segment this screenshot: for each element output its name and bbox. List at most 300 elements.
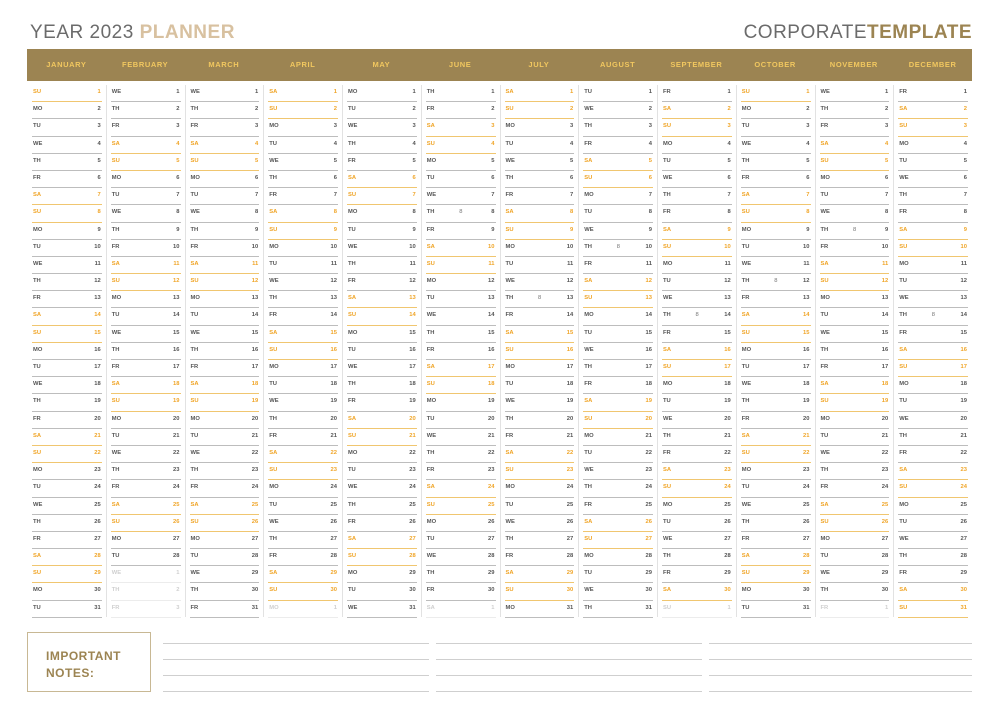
day-row[interactable] (268, 480, 338, 497)
day-row[interactable] (347, 498, 417, 515)
day-row[interactable] (347, 377, 417, 394)
day-row[interactable] (268, 394, 338, 411)
day-row[interactable] (268, 223, 338, 240)
day-row[interactable] (820, 412, 890, 429)
day-row[interactable] (268, 274, 338, 291)
day-row[interactable] (347, 480, 417, 497)
day-row[interactable] (741, 394, 811, 411)
day-row[interactable] (583, 377, 653, 394)
day-row[interactable] (820, 274, 890, 291)
day-row[interactable] (268, 566, 338, 583)
day-row[interactable] (662, 394, 732, 411)
day-row[interactable] (111, 85, 181, 102)
day-row[interactable] (347, 326, 417, 343)
day-row[interactable] (426, 205, 496, 222)
day-row[interactable] (662, 601, 732, 618)
day-row[interactable] (820, 154, 890, 171)
day-row[interactable] (898, 412, 968, 429)
day-row[interactable] (898, 394, 968, 411)
day-row[interactable] (268, 446, 338, 463)
day-row[interactable] (820, 85, 890, 102)
day-row[interactable] (32, 446, 102, 463)
note-line[interactable] (436, 643, 702, 644)
day-row[interactable] (190, 274, 260, 291)
day-row[interactable] (741, 102, 811, 119)
day-row[interactable] (662, 188, 732, 205)
day-row[interactable] (898, 171, 968, 188)
day-row[interactable] (426, 274, 496, 291)
day-row[interactable] (426, 446, 496, 463)
day-row[interactable] (820, 377, 890, 394)
day-row[interactable] (741, 291, 811, 308)
day-row[interactable] (898, 274, 968, 291)
note-line[interactable] (163, 659, 429, 660)
day-row[interactable] (32, 429, 102, 446)
day-row[interactable] (111, 171, 181, 188)
day-row[interactable] (741, 274, 811, 291)
day-row[interactable] (268, 257, 338, 274)
day-row[interactable] (268, 360, 338, 377)
day-row[interactable] (111, 463, 181, 480)
day-row[interactable] (268, 498, 338, 515)
day-row[interactable] (426, 429, 496, 446)
day-row[interactable] (190, 343, 260, 360)
day-row[interactable] (583, 360, 653, 377)
day-row[interactable] (426, 308, 496, 325)
day-row[interactable] (505, 480, 575, 497)
day-row[interactable] (505, 291, 575, 308)
day-row[interactable] (426, 257, 496, 274)
day-row[interactable] (741, 515, 811, 532)
day-row[interactable] (820, 205, 890, 222)
day-row[interactable] (111, 326, 181, 343)
day-row[interactable] (347, 154, 417, 171)
day-row[interactable] (898, 429, 968, 446)
day-row[interactable] (347, 257, 417, 274)
day-row[interactable] (898, 498, 968, 515)
day-row[interactable] (820, 188, 890, 205)
day-row[interactable] (898, 532, 968, 549)
day-row[interactable] (190, 205, 260, 222)
day-row[interactable] (426, 343, 496, 360)
day-row[interactable] (583, 274, 653, 291)
day-row[interactable] (583, 291, 653, 308)
day-row[interactable] (741, 154, 811, 171)
day-row[interactable] (505, 498, 575, 515)
day-row[interactable] (505, 377, 575, 394)
day-row[interactable] (898, 308, 968, 325)
day-row[interactable] (820, 498, 890, 515)
day-row[interactable] (820, 326, 890, 343)
day-row[interactable] (820, 394, 890, 411)
day-row[interactable] (426, 291, 496, 308)
day-row[interactable] (32, 85, 102, 102)
day-row[interactable] (820, 549, 890, 566)
note-line[interactable] (709, 643, 972, 644)
day-row[interactable] (426, 412, 496, 429)
day-row[interactable] (347, 429, 417, 446)
day-row[interactable] (111, 480, 181, 497)
day-row[interactable] (32, 326, 102, 343)
day-row[interactable] (32, 343, 102, 360)
day-row[interactable] (32, 291, 102, 308)
day-row[interactable] (111, 515, 181, 532)
day-row[interactable] (426, 566, 496, 583)
day-row[interactable] (190, 85, 260, 102)
day-row[interactable] (347, 85, 417, 102)
day-row[interactable] (347, 515, 417, 532)
day-row[interactable] (190, 102, 260, 119)
day-row[interactable] (662, 566, 732, 583)
day-row[interactable] (583, 85, 653, 102)
day-row[interactable] (583, 463, 653, 480)
day-row[interactable] (505, 412, 575, 429)
day-row[interactable] (662, 102, 732, 119)
day-row[interactable] (32, 549, 102, 566)
day-row[interactable] (426, 394, 496, 411)
day-row[interactable] (426, 549, 496, 566)
day-row[interactable] (32, 205, 102, 222)
day-row[interactable] (426, 240, 496, 257)
day-row[interactable] (347, 240, 417, 257)
day-row[interactable] (898, 257, 968, 274)
day-row[interactable] (662, 240, 732, 257)
day-row[interactable] (32, 498, 102, 515)
day-row[interactable] (268, 429, 338, 446)
day-row[interactable] (347, 549, 417, 566)
day-row[interactable] (32, 102, 102, 119)
day-row[interactable] (583, 171, 653, 188)
day-row[interactable] (583, 515, 653, 532)
day-row[interactable] (741, 549, 811, 566)
day-row[interactable] (190, 377, 260, 394)
day-row[interactable] (190, 412, 260, 429)
day-row[interactable] (32, 274, 102, 291)
day-row[interactable] (268, 515, 338, 532)
day-row[interactable] (505, 532, 575, 549)
day-row[interactable] (505, 154, 575, 171)
day-row[interactable] (583, 566, 653, 583)
day-row[interactable] (32, 480, 102, 497)
day-row[interactable] (111, 188, 181, 205)
day-row[interactable] (111, 566, 181, 583)
day-row[interactable] (426, 188, 496, 205)
day-row[interactable] (741, 429, 811, 446)
day-row[interactable] (741, 583, 811, 600)
day-row[interactable] (662, 223, 732, 240)
day-row[interactable] (111, 429, 181, 446)
day-row[interactable] (820, 601, 890, 618)
day-row[interactable] (32, 154, 102, 171)
day-row[interactable] (111, 412, 181, 429)
day-row[interactable] (190, 446, 260, 463)
day-row[interactable] (426, 102, 496, 119)
day-row[interactable] (662, 205, 732, 222)
day-row[interactable] (662, 326, 732, 343)
day-row[interactable] (741, 188, 811, 205)
day-row[interactable] (190, 429, 260, 446)
day-row[interactable] (583, 240, 653, 257)
day-row[interactable] (583, 326, 653, 343)
day-row[interactable] (347, 274, 417, 291)
day-row[interactable] (190, 583, 260, 600)
day-row[interactable] (505, 308, 575, 325)
day-row[interactable] (190, 601, 260, 618)
day-row[interactable] (505, 257, 575, 274)
day-row[interactable] (505, 119, 575, 136)
day-row[interactable] (505, 205, 575, 222)
day-row[interactable] (111, 549, 181, 566)
day-row[interactable] (190, 291, 260, 308)
day-row[interactable] (898, 205, 968, 222)
day-row[interactable] (583, 137, 653, 154)
day-row[interactable] (190, 566, 260, 583)
day-row[interactable] (426, 583, 496, 600)
day-row[interactable] (347, 223, 417, 240)
day-row[interactable] (268, 171, 338, 188)
day-row[interactable] (505, 102, 575, 119)
day-row[interactable] (583, 154, 653, 171)
day-row[interactable] (268, 583, 338, 600)
day-row[interactable] (111, 154, 181, 171)
day-row[interactable] (111, 240, 181, 257)
day-row[interactable] (32, 223, 102, 240)
day-row[interactable] (32, 394, 102, 411)
day-row[interactable] (268, 154, 338, 171)
day-row[interactable] (32, 583, 102, 600)
day-row[interactable] (898, 326, 968, 343)
day-row[interactable] (583, 412, 653, 429)
day-row[interactable] (190, 549, 260, 566)
day-row[interactable] (583, 583, 653, 600)
day-row[interactable] (347, 308, 417, 325)
day-row[interactable] (820, 171, 890, 188)
day-row[interactable] (583, 102, 653, 119)
day-row[interactable] (347, 412, 417, 429)
day-row[interactable] (505, 394, 575, 411)
day-row[interactable] (426, 326, 496, 343)
day-row[interactable] (32, 360, 102, 377)
day-row[interactable] (268, 601, 338, 618)
day-row[interactable] (268, 326, 338, 343)
note-line[interactable] (436, 675, 702, 676)
day-row[interactable] (347, 463, 417, 480)
day-row[interactable] (268, 412, 338, 429)
day-row[interactable] (741, 601, 811, 618)
day-row[interactable] (505, 326, 575, 343)
day-row[interactable] (426, 480, 496, 497)
day-row[interactable] (662, 446, 732, 463)
day-row[interactable] (741, 343, 811, 360)
day-row[interactable] (583, 394, 653, 411)
day-row[interactable] (583, 308, 653, 325)
day-row[interactable] (190, 119, 260, 136)
day-row[interactable] (190, 480, 260, 497)
day-row[interactable] (268, 463, 338, 480)
day-row[interactable] (32, 566, 102, 583)
day-row[interactable] (505, 360, 575, 377)
day-row[interactable] (820, 240, 890, 257)
day-row[interactable] (820, 429, 890, 446)
day-row[interactable] (268, 85, 338, 102)
day-row[interactable] (32, 137, 102, 154)
day-row[interactable] (505, 223, 575, 240)
day-row[interactable] (268, 377, 338, 394)
day-row[interactable] (505, 463, 575, 480)
day-row[interactable] (32, 377, 102, 394)
day-row[interactable] (583, 498, 653, 515)
day-row[interactable] (505, 137, 575, 154)
day-row[interactable] (583, 257, 653, 274)
day-row[interactable] (190, 532, 260, 549)
day-row[interactable] (426, 601, 496, 618)
day-row[interactable] (111, 446, 181, 463)
note-line[interactable] (163, 643, 429, 644)
day-row[interactable] (111, 274, 181, 291)
day-row[interactable] (662, 463, 732, 480)
note-line[interactable] (709, 675, 972, 676)
day-row[interactable] (268, 308, 338, 325)
day-row[interactable] (426, 223, 496, 240)
day-row[interactable] (898, 137, 968, 154)
day-row[interactable] (820, 360, 890, 377)
day-row[interactable] (111, 119, 181, 136)
day-row[interactable] (898, 566, 968, 583)
day-row[interactable] (898, 119, 968, 136)
day-row[interactable] (190, 188, 260, 205)
day-row[interactable] (347, 446, 417, 463)
day-row[interactable] (741, 119, 811, 136)
day-row[interactable] (32, 515, 102, 532)
day-row[interactable] (583, 549, 653, 566)
day-row[interactable] (505, 429, 575, 446)
day-row[interactable] (898, 85, 968, 102)
day-row[interactable] (662, 532, 732, 549)
day-row[interactable] (820, 480, 890, 497)
day-row[interactable] (190, 154, 260, 171)
day-row[interactable] (268, 137, 338, 154)
day-row[interactable] (426, 515, 496, 532)
day-row[interactable] (662, 377, 732, 394)
day-row[interactable] (505, 240, 575, 257)
day-row[interactable] (505, 566, 575, 583)
day-row[interactable] (32, 257, 102, 274)
day-row[interactable] (190, 223, 260, 240)
day-row[interactable] (820, 119, 890, 136)
day-row[interactable] (190, 463, 260, 480)
day-row[interactable] (662, 412, 732, 429)
day-row[interactable] (347, 119, 417, 136)
day-row[interactable] (898, 601, 968, 618)
day-row[interactable] (662, 498, 732, 515)
day-row[interactable] (426, 377, 496, 394)
day-row[interactable] (583, 188, 653, 205)
day-row[interactable] (190, 326, 260, 343)
day-row[interactable] (426, 154, 496, 171)
day-row[interactable] (741, 171, 811, 188)
day-row[interactable] (741, 223, 811, 240)
day-row[interactable] (898, 240, 968, 257)
day-row[interactable] (347, 291, 417, 308)
day-row[interactable] (820, 583, 890, 600)
day-row[interactable] (426, 463, 496, 480)
day-row[interactable] (741, 326, 811, 343)
day-row[interactable] (32, 188, 102, 205)
day-row[interactable] (898, 154, 968, 171)
day-row[interactable] (268, 188, 338, 205)
day-row[interactable] (111, 532, 181, 549)
day-row[interactable] (662, 257, 732, 274)
day-row[interactable] (268, 205, 338, 222)
day-row[interactable] (583, 343, 653, 360)
day-row[interactable] (111, 102, 181, 119)
day-row[interactable] (190, 498, 260, 515)
note-line[interactable] (436, 659, 702, 660)
day-row[interactable] (190, 394, 260, 411)
day-row[interactable] (111, 360, 181, 377)
day-row[interactable] (111, 137, 181, 154)
day-row[interactable] (190, 257, 260, 274)
day-row[interactable] (662, 85, 732, 102)
day-row[interactable] (741, 377, 811, 394)
day-row[interactable] (583, 119, 653, 136)
day-row[interactable] (741, 85, 811, 102)
day-row[interactable] (741, 205, 811, 222)
day-row[interactable] (190, 308, 260, 325)
day-row[interactable] (662, 480, 732, 497)
day-row[interactable] (347, 137, 417, 154)
day-row[interactable] (111, 205, 181, 222)
day-row[interactable] (820, 515, 890, 532)
day-row[interactable] (32, 171, 102, 188)
day-row[interactable] (583, 205, 653, 222)
day-row[interactable] (741, 240, 811, 257)
day-row[interactable] (583, 480, 653, 497)
day-row[interactable] (268, 240, 338, 257)
day-row[interactable] (32, 240, 102, 257)
day-row[interactable] (898, 480, 968, 497)
day-row[interactable] (111, 394, 181, 411)
day-row[interactable] (820, 446, 890, 463)
day-row[interactable] (32, 532, 102, 549)
day-row[interactable] (505, 188, 575, 205)
day-row[interactable] (662, 137, 732, 154)
day-row[interactable] (426, 137, 496, 154)
day-row[interactable] (111, 308, 181, 325)
day-row[interactable] (190, 515, 260, 532)
day-row[interactable] (583, 532, 653, 549)
day-row[interactable] (347, 205, 417, 222)
day-row[interactable] (347, 171, 417, 188)
day-row[interactable] (505, 601, 575, 618)
day-row[interactable] (741, 498, 811, 515)
day-row[interactable] (268, 343, 338, 360)
day-row[interactable] (111, 377, 181, 394)
note-line[interactable] (163, 675, 429, 676)
day-row[interactable] (898, 549, 968, 566)
day-row[interactable] (111, 343, 181, 360)
day-row[interactable] (111, 583, 181, 600)
note-line[interactable] (436, 691, 702, 692)
day-row[interactable] (583, 223, 653, 240)
day-row[interactable] (583, 429, 653, 446)
day-row[interactable] (820, 532, 890, 549)
day-row[interactable] (820, 463, 890, 480)
day-row[interactable] (662, 549, 732, 566)
day-row[interactable] (505, 343, 575, 360)
day-row[interactable] (898, 360, 968, 377)
day-row[interactable] (505, 446, 575, 463)
